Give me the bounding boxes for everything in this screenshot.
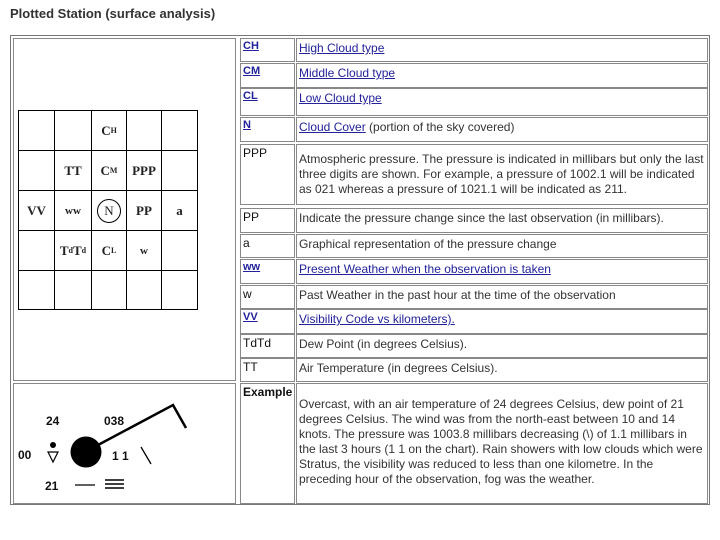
grid-ppp: PPP bbox=[126, 150, 162, 191]
key-pp: PP bbox=[243, 210, 260, 224]
grid-ch: C H bbox=[91, 110, 127, 151]
description-cell bbox=[296, 334, 708, 358]
grid-vv: VV bbox=[18, 190, 55, 231]
key-w: w bbox=[243, 287, 252, 301]
station-grid bbox=[18, 110, 198, 310]
desc-tdtd: Dew Point (in degrees Celsius). bbox=[299, 337, 468, 351]
key-cell bbox=[240, 117, 295, 142]
key-cell bbox=[240, 358, 295, 382]
key-ww[interactable]: ww bbox=[243, 261, 261, 273]
overcast-circle-icon bbox=[71, 437, 102, 468]
plot-visibility: 00 bbox=[18, 448, 32, 462]
cloud-cover-circle: N bbox=[97, 199, 121, 223]
grid-ww: ww bbox=[54, 190, 92, 231]
key-ppp: PPP bbox=[243, 146, 268, 160]
desc-ppp: Atmospheric pressure. The pressure is indicated in millibars but only the last three digits are shown. For example, a pressure of 1002.1 will be indicated as 021 whereas a pressure of 1021.1 will be indicated as 211. bbox=[299, 152, 704, 196]
description-cell bbox=[296, 208, 708, 233]
desc-w: Past Weather in the past hour at the time of the observation bbox=[299, 288, 616, 302]
plot-pressure: 038 bbox=[104, 414, 125, 428]
rain-dot-icon bbox=[50, 442, 56, 448]
grid-cm: C M bbox=[91, 150, 127, 191]
desc-cl[interactable]: Low Cloud type bbox=[299, 91, 382, 105]
example-text: Overcast, with an air temperature of 24 degrees Celsius, dew point of 21 degrees Celsius. The wind was from the north-east between 10 and 14 knots. The pressure was 1003.8 millibars decreasing (\) of 1.1 millibars in the last 3 hours (1 1 on the chart). Rain showers with low clouds which were Stratus, the visibility was reduced to less than one kilometre. In the preceding hour of the observation, fog was the weather. bbox=[299, 397, 703, 486]
desc-cm[interactable]: Middle Cloud type bbox=[299, 66, 396, 80]
grid-cl: C L bbox=[91, 230, 127, 271]
description-cell bbox=[296, 63, 708, 88]
desc-vv[interactable]: Visibility Code vs kilometers). bbox=[299, 312, 455, 326]
key-cell bbox=[240, 259, 295, 284]
shower-triangle-icon bbox=[48, 452, 58, 462]
desc-tt: Air Temperature (in degrees Celsius). bbox=[299, 361, 498, 375]
grid-n bbox=[91, 190, 127, 231]
station-plot-example bbox=[14, 384, 235, 503]
example-label: Example bbox=[243, 385, 293, 399]
description-cell bbox=[296, 285, 708, 309]
key-tt: TT bbox=[243, 360, 258, 374]
key-vv[interactable]: VV bbox=[243, 311, 258, 323]
key-cell bbox=[240, 38, 295, 62]
plot-dewpoint: 21 bbox=[45, 479, 59, 493]
grid-a: a bbox=[161, 190, 198, 231]
desc-a: Graphical representation of the pressure change bbox=[299, 237, 557, 251]
grid-tdtd: T d T d bbox=[54, 230, 92, 271]
plot-tendency: 1 1 bbox=[112, 449, 129, 463]
key-cell bbox=[240, 334, 295, 358]
plot-temp: 24 bbox=[46, 414, 60, 428]
fog-icon bbox=[105, 480, 124, 488]
desc-extra: (portion of the sky covered) bbox=[365, 120, 515, 134]
key-cl[interactable]: CL bbox=[243, 90, 258, 102]
key-cell bbox=[240, 309, 295, 334]
key-ch[interactable]: CH bbox=[243, 40, 259, 52]
desc-ch[interactable]: High Cloud type bbox=[299, 41, 385, 55]
description-cell bbox=[296, 234, 708, 258]
key-cell bbox=[240, 234, 295, 258]
description-cell bbox=[296, 117, 708, 142]
description-cell bbox=[296, 309, 708, 334]
description-cell bbox=[296, 144, 708, 205]
key-cell bbox=[240, 285, 295, 309]
key-cell bbox=[240, 208, 295, 233]
grid-tt: TT bbox=[54, 150, 92, 191]
key-cell bbox=[240, 63, 295, 88]
desc-pp: Indicate the pressure change since the last observation (in millibars). bbox=[299, 211, 664, 225]
description-cell bbox=[296, 38, 708, 62]
desc-ww[interactable]: Present Weather when the observation is taken bbox=[299, 262, 551, 276]
desc-n[interactable]: Cloud Cover bbox=[299, 120, 366, 134]
example-text-cell bbox=[296, 383, 708, 504]
example-label-cell bbox=[240, 383, 295, 504]
description-cell bbox=[296, 259, 708, 284]
key-cell bbox=[240, 88, 295, 116]
page-title: Plotted Station (surface analysis) bbox=[10, 6, 216, 21]
example-plot-cell bbox=[13, 383, 236, 504]
key-n[interactable]: N bbox=[243, 119, 251, 131]
grid-pp: PP bbox=[126, 190, 162, 231]
key-tdtd: TdTd bbox=[243, 336, 272, 350]
key-cm[interactable]: CM bbox=[243, 65, 261, 77]
grid-w: w bbox=[126, 230, 162, 271]
key-cell bbox=[240, 144, 295, 205]
key-a: a bbox=[243, 236, 250, 250]
description-cell bbox=[296, 88, 708, 116]
description-cell bbox=[296, 358, 708, 382]
falling-tendency-icon bbox=[141, 447, 151, 464]
